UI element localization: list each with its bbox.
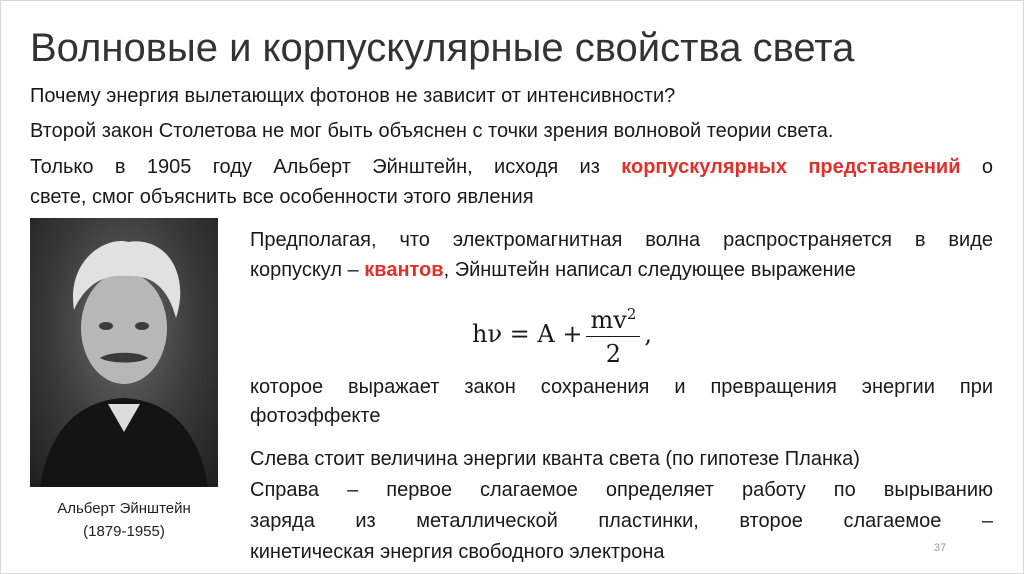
einstein-1905-line: [30, 153, 993, 181]
einstein-1905-line-2: свете, смог объяснить все особенности этого явления: [30, 186, 534, 208]
which-line-1: которое выражает закон сохранения и превращения энергии при: [250, 376, 993, 398]
right-side-line-3: кинетическая энергия свободного электрона: [250, 541, 665, 563]
assume-line-2: [250, 256, 856, 284]
numerator-exponent: 2: [626, 304, 637, 323]
right-side-line-1: Справа – первое слагаемое определяет работу по вырыванию: [250, 479, 993, 501]
caption-name: Альберт Эйнштейн: [57, 500, 191, 517]
text-part: корпускул –: [250, 259, 359, 281]
equation-lhs: hν = A +: [472, 320, 583, 348]
einstein-portrait: [30, 218, 218, 487]
einstein-equation: [472, 296, 652, 372]
caption-years: (1879-1955): [83, 523, 165, 540]
which-line-2: фотоэффекте: [250, 405, 381, 427]
numerator-base: mv: [590, 305, 627, 334]
left-side-line: Слева стоит величина энергии кванта света (по гипотезе Планка): [250, 448, 860, 470]
text-part: Только в 1905 году Альберт Эйнштейн, исходя из: [30, 156, 600, 178]
right-side-line-2: заряда из металлической пластинки, второе слагаемое –: [250, 510, 993, 532]
page-number: 37: [934, 542, 947, 554]
equation-comma: ,: [644, 320, 652, 348]
question-line: Почему энергия вылетающих фотонов не зависит от интенсивности?: [30, 85, 676, 107]
portrait-silhouette-icon: [30, 218, 218, 487]
stoletov-line: Второй закон Столетова не мог быть объяснен с точки зрения волновой теории света.: [30, 120, 834, 142]
fraction-numerator: [586, 298, 640, 337]
portrait-caption: [24, 497, 224, 543]
slide-title: Волновые и корпускулярные свойства света: [30, 26, 855, 70]
assume-line-1: Предполагая, что электромагнитная волна распространяется в виде: [250, 229, 993, 251]
text-part: , Эйнштейн написал следующее выражение: [443, 259, 856, 281]
highlight-quanta: квантов: [364, 259, 444, 281]
highlight-corpuscular: корпускулярных представлений: [621, 156, 961, 178]
text-part: о: [981, 156, 993, 178]
equation-fraction: [586, 298, 640, 371]
fraction-denominator: 2: [605, 339, 622, 368]
